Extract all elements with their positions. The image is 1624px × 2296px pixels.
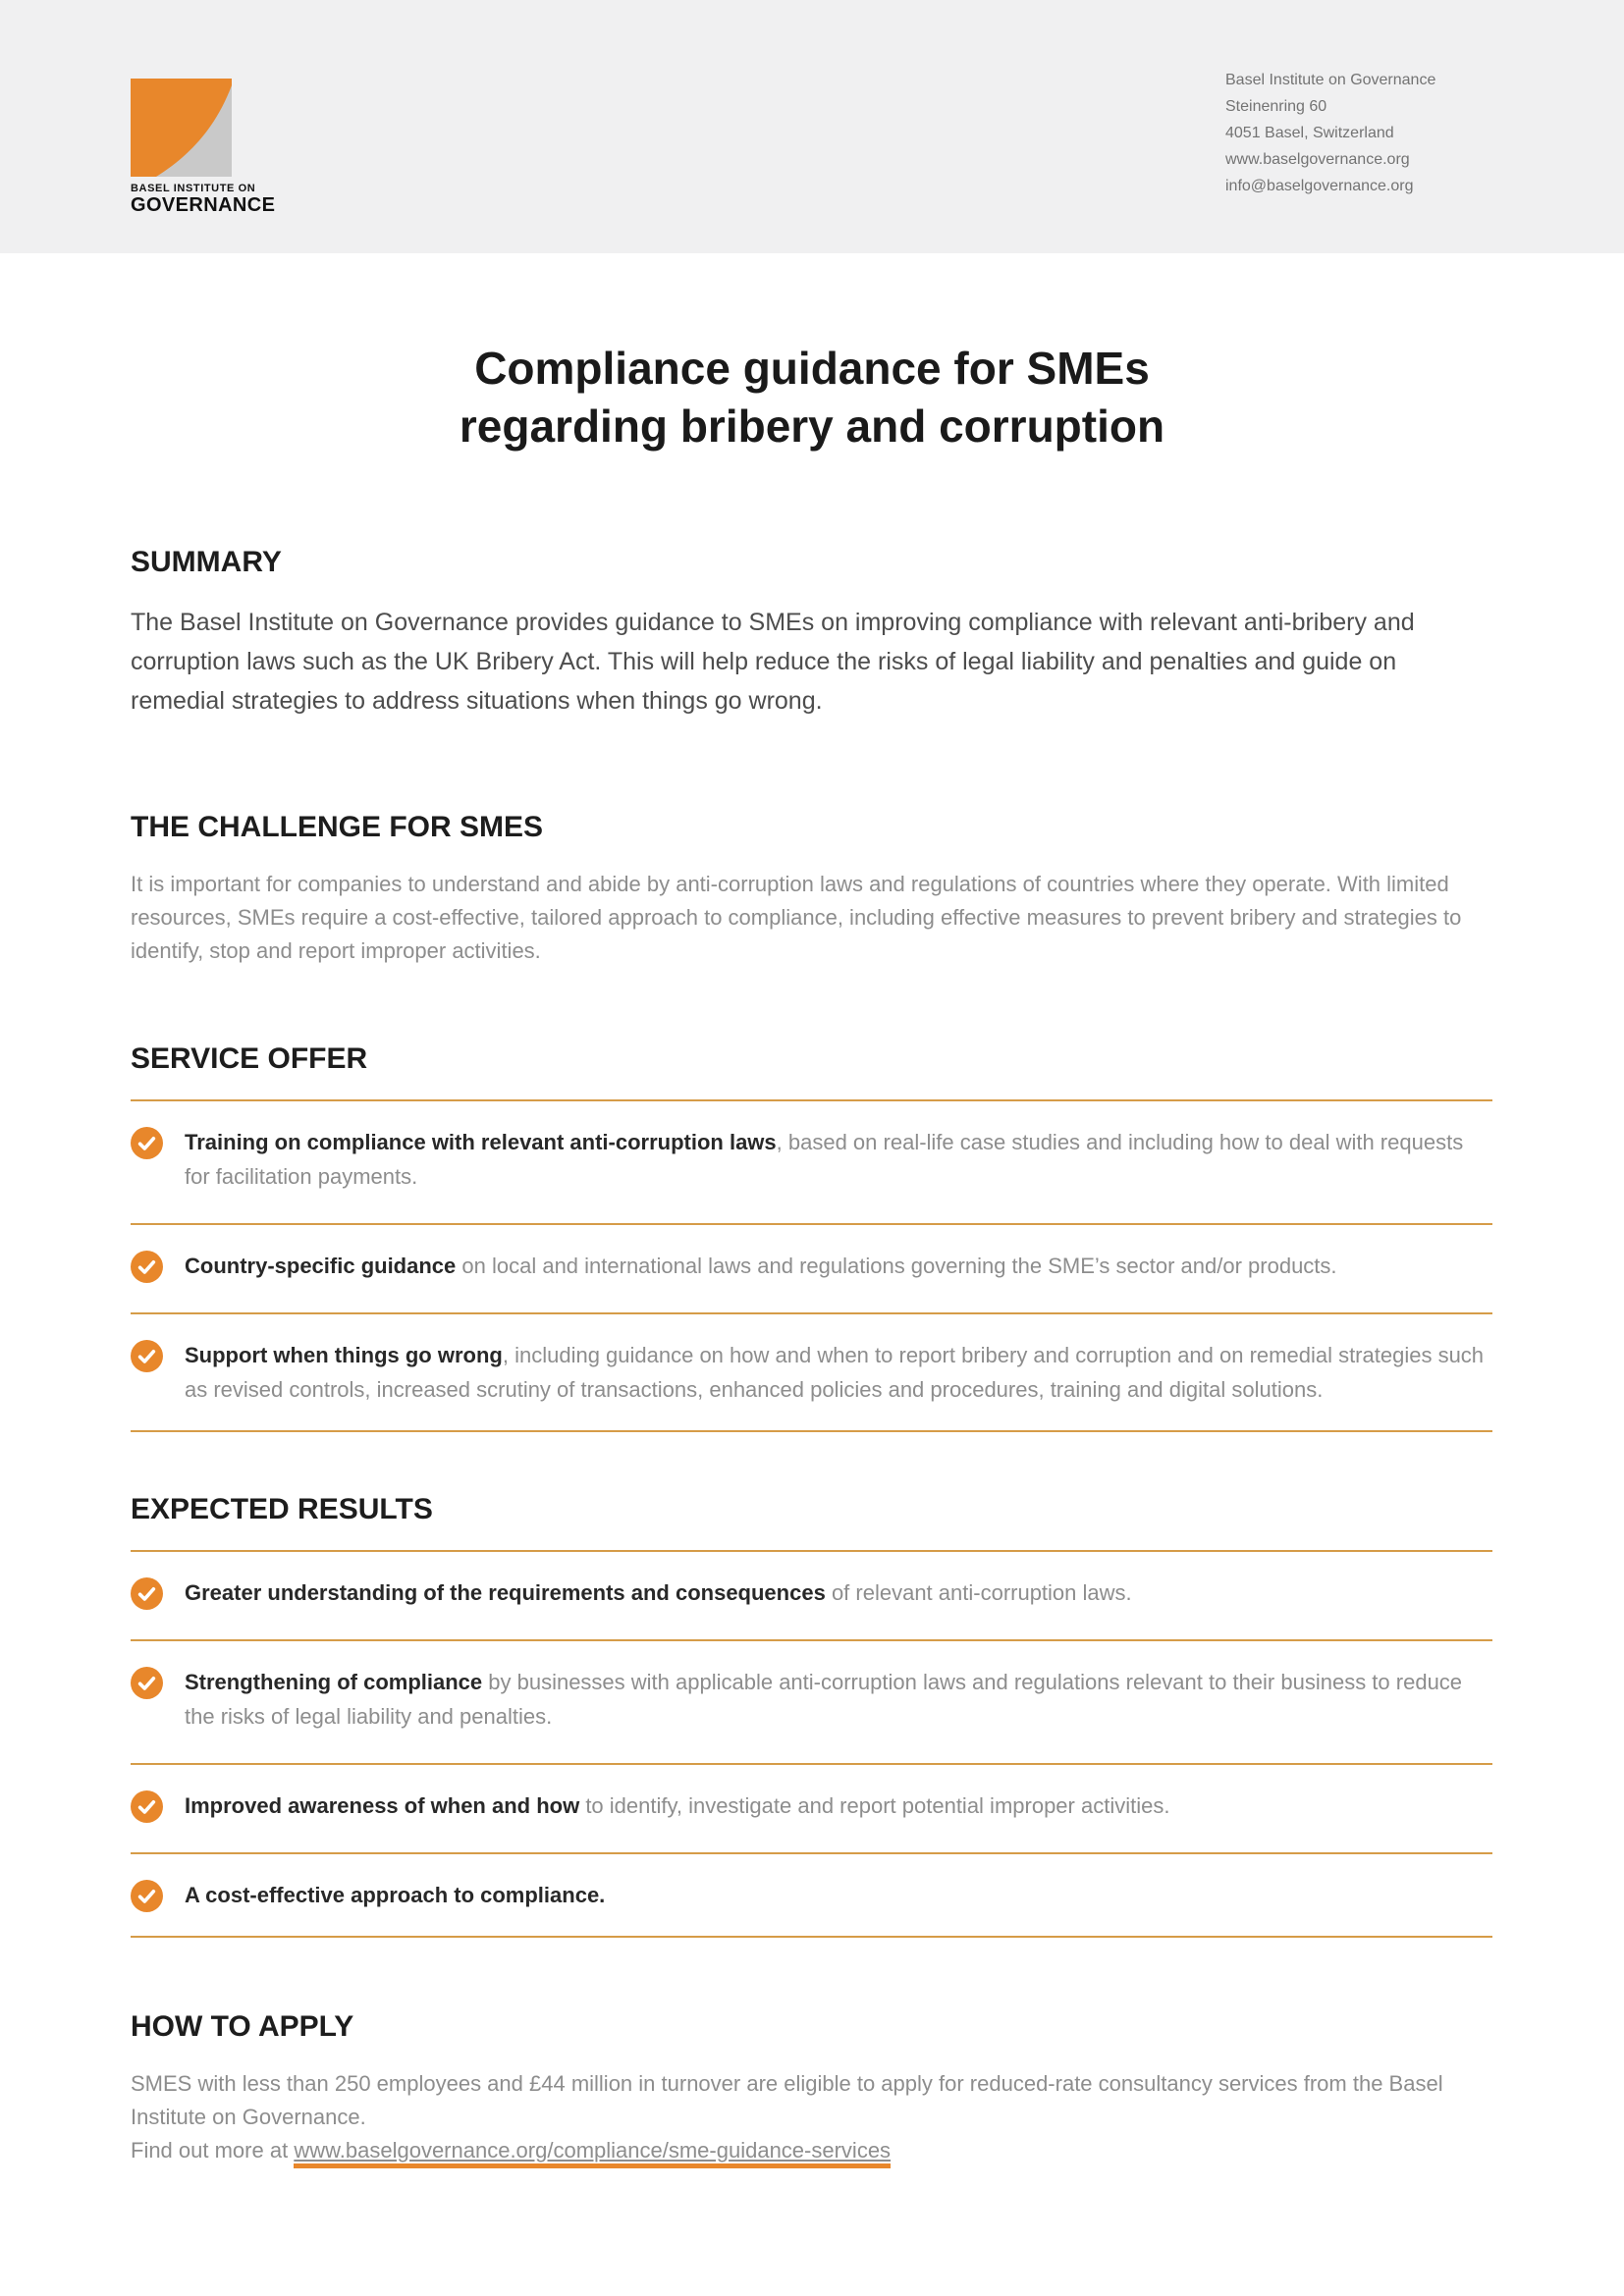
service-offer-heading: SERVICE OFFER bbox=[131, 1042, 368, 1075]
how-to-apply-heading: HOW TO APPLY bbox=[131, 2010, 354, 2043]
content-column bbox=[0, 546, 1624, 2167]
bullet-rest: of relevant anti-corruption laws. bbox=[825, 1580, 1132, 1605]
expected-results-item-3-text bbox=[185, 1789, 1169, 1823]
divider bbox=[131, 1099, 1492, 1101]
find-out-more-prefix: Find out more at bbox=[131, 2138, 295, 2163]
bullet-rest: on local and international laws and regulations governing the SME’s sector and/or products. bbox=[456, 1254, 1337, 1278]
summary-heading: SUMMARY bbox=[131, 546, 282, 578]
check-circle-icon bbox=[131, 1577, 163, 1610]
service-offer-item-1-text bbox=[185, 1125, 1492, 1194]
divider bbox=[131, 1852, 1492, 1854]
logo bbox=[131, 79, 386, 217]
section-summary bbox=[131, 546, 1492, 721]
divider bbox=[131, 1550, 1492, 1552]
challenge-heading: THE CHALLENGE FOR SMES bbox=[131, 811, 544, 843]
expected-results-item-1-text bbox=[185, 1575, 1132, 1610]
logo-text-large: GOVERNANCE bbox=[131, 194, 276, 216]
bullet-rest: to identify, investigate and report potential improper activities. bbox=[579, 1793, 1170, 1818]
expected-results-item-2 bbox=[131, 1665, 1492, 1734]
service-offer-item-2-text bbox=[185, 1249, 1337, 1283]
divider bbox=[131, 1936, 1492, 1938]
service-offer-item-3-text bbox=[185, 1338, 1492, 1407]
section-service-offer bbox=[131, 1042, 1492, 1432]
service-offer-item-2 bbox=[131, 1249, 1492, 1283]
bullet-lead: A cost-effective approach to compliance. bbox=[185, 1883, 606, 1907]
bullet-lead: Greater understanding of the requirements and consequences bbox=[185, 1580, 826, 1605]
challenge-body: It is important for companies to understand and abide by anti-corruption laws and regulations of countries where they operate. With limited resources, SMEs require a cost-effective, tailored approach to compliance, including effective measures to prevent bribery and strategies to identify, stop and report improper activities. bbox=[131, 872, 1462, 963]
page-title bbox=[0, 340, 1624, 455]
divider bbox=[131, 1639, 1492, 1641]
contact-city: 4051 Basel, Switzerland bbox=[1225, 125, 1394, 141]
expected-results-item-1 bbox=[131, 1575, 1492, 1610]
divider bbox=[131, 1430, 1492, 1432]
basel-institute-logo-icon bbox=[131, 79, 232, 177]
check-circle-icon bbox=[131, 1251, 163, 1283]
service-offer-item-1 bbox=[131, 1125, 1492, 1194]
divider bbox=[131, 1312, 1492, 1314]
section-challenge bbox=[131, 811, 1492, 968]
bullet-lead: Country-specific guidance bbox=[185, 1254, 457, 1278]
expected-results-heading: EXPECTED RESULTS bbox=[131, 1493, 433, 1525]
check-circle-icon bbox=[131, 1127, 163, 1159]
summary-body: The Basel Institute on Governance provides guidance to SMEs on improving compliance with relevant anti-bribery and corruption laws such as the UK Bribery Act. This will help reduce the risks of legal liability and penalties and guide on remedial strategies to address situations when things go wrong. bbox=[131, 609, 1415, 715]
section-expected-results bbox=[131, 1493, 1492, 1938]
bullet-lead: Improved awareness of when and how bbox=[185, 1793, 580, 1818]
bullet-rest: , including guidance on how and when to report bribery and corruption and on remedial strategies such as revised controls, increased scrutiny of transactions, enhanced policies and procedures, training and digital solutions. bbox=[185, 1343, 1485, 1402]
divider bbox=[131, 1223, 1492, 1225]
find-out-more-line bbox=[131, 2134, 1492, 2167]
contact-email: info@baselgovernance.org bbox=[1225, 178, 1414, 194]
expected-results-item-4-text bbox=[185, 1878, 605, 1912]
bullet-lead: Support when things go wrong bbox=[185, 1343, 503, 1367]
bullet-rest: , based on real-life case studies and including how to deal with requests for facilitation payments. bbox=[185, 1130, 1464, 1189]
service-offer-item-3 bbox=[131, 1338, 1492, 1407]
expected-results-item-2-text bbox=[185, 1665, 1492, 1734]
how-to-apply-body: SMES with less than 250 employees and £44 million in turnover are eligible to apply for reduced-rate consultancy services from the Basel Institute on Governance. bbox=[131, 2071, 1443, 2129]
section-how-to-apply bbox=[131, 2010, 1492, 2167]
sme-guidance-link[interactable]: www.baselgovernance.org/compliance/sme-guidance-services bbox=[294, 2138, 891, 2168]
check-circle-icon bbox=[131, 1790, 163, 1823]
header-band bbox=[0, 0, 1624, 253]
bullet-rest: by businesses with applicable anti-corruption laws and regulations relevant to their business to reduce the risks of legal liability and penalties. bbox=[185, 1670, 1463, 1729]
logo-text-small: BASEL INSTITUTE ON bbox=[131, 183, 256, 194]
page-title-line2: regarding bribery and corruption bbox=[459, 400, 1165, 452]
bullet-lead: Training on compliance with relevant anti-corruption laws bbox=[185, 1130, 777, 1154]
contact-street: Steinenring 60 bbox=[1225, 98, 1327, 115]
bullet-lead: Strengthening of compliance bbox=[185, 1670, 483, 1694]
expected-results-item-4 bbox=[131, 1878, 1492, 1912]
check-circle-icon bbox=[131, 1340, 163, 1372]
page-title-line1: Compliance guidance for SMEs bbox=[474, 343, 1150, 394]
check-circle-icon bbox=[131, 1880, 163, 1912]
expected-results-item-3 bbox=[131, 1789, 1492, 1823]
contact-website: www.baselgovernance.org bbox=[1225, 151, 1410, 168]
divider bbox=[131, 1763, 1492, 1765]
contact-org: Basel Institute on Governance bbox=[1225, 72, 1436, 88]
contact-block bbox=[1225, 67, 1435, 199]
check-circle-icon bbox=[131, 1667, 163, 1699]
